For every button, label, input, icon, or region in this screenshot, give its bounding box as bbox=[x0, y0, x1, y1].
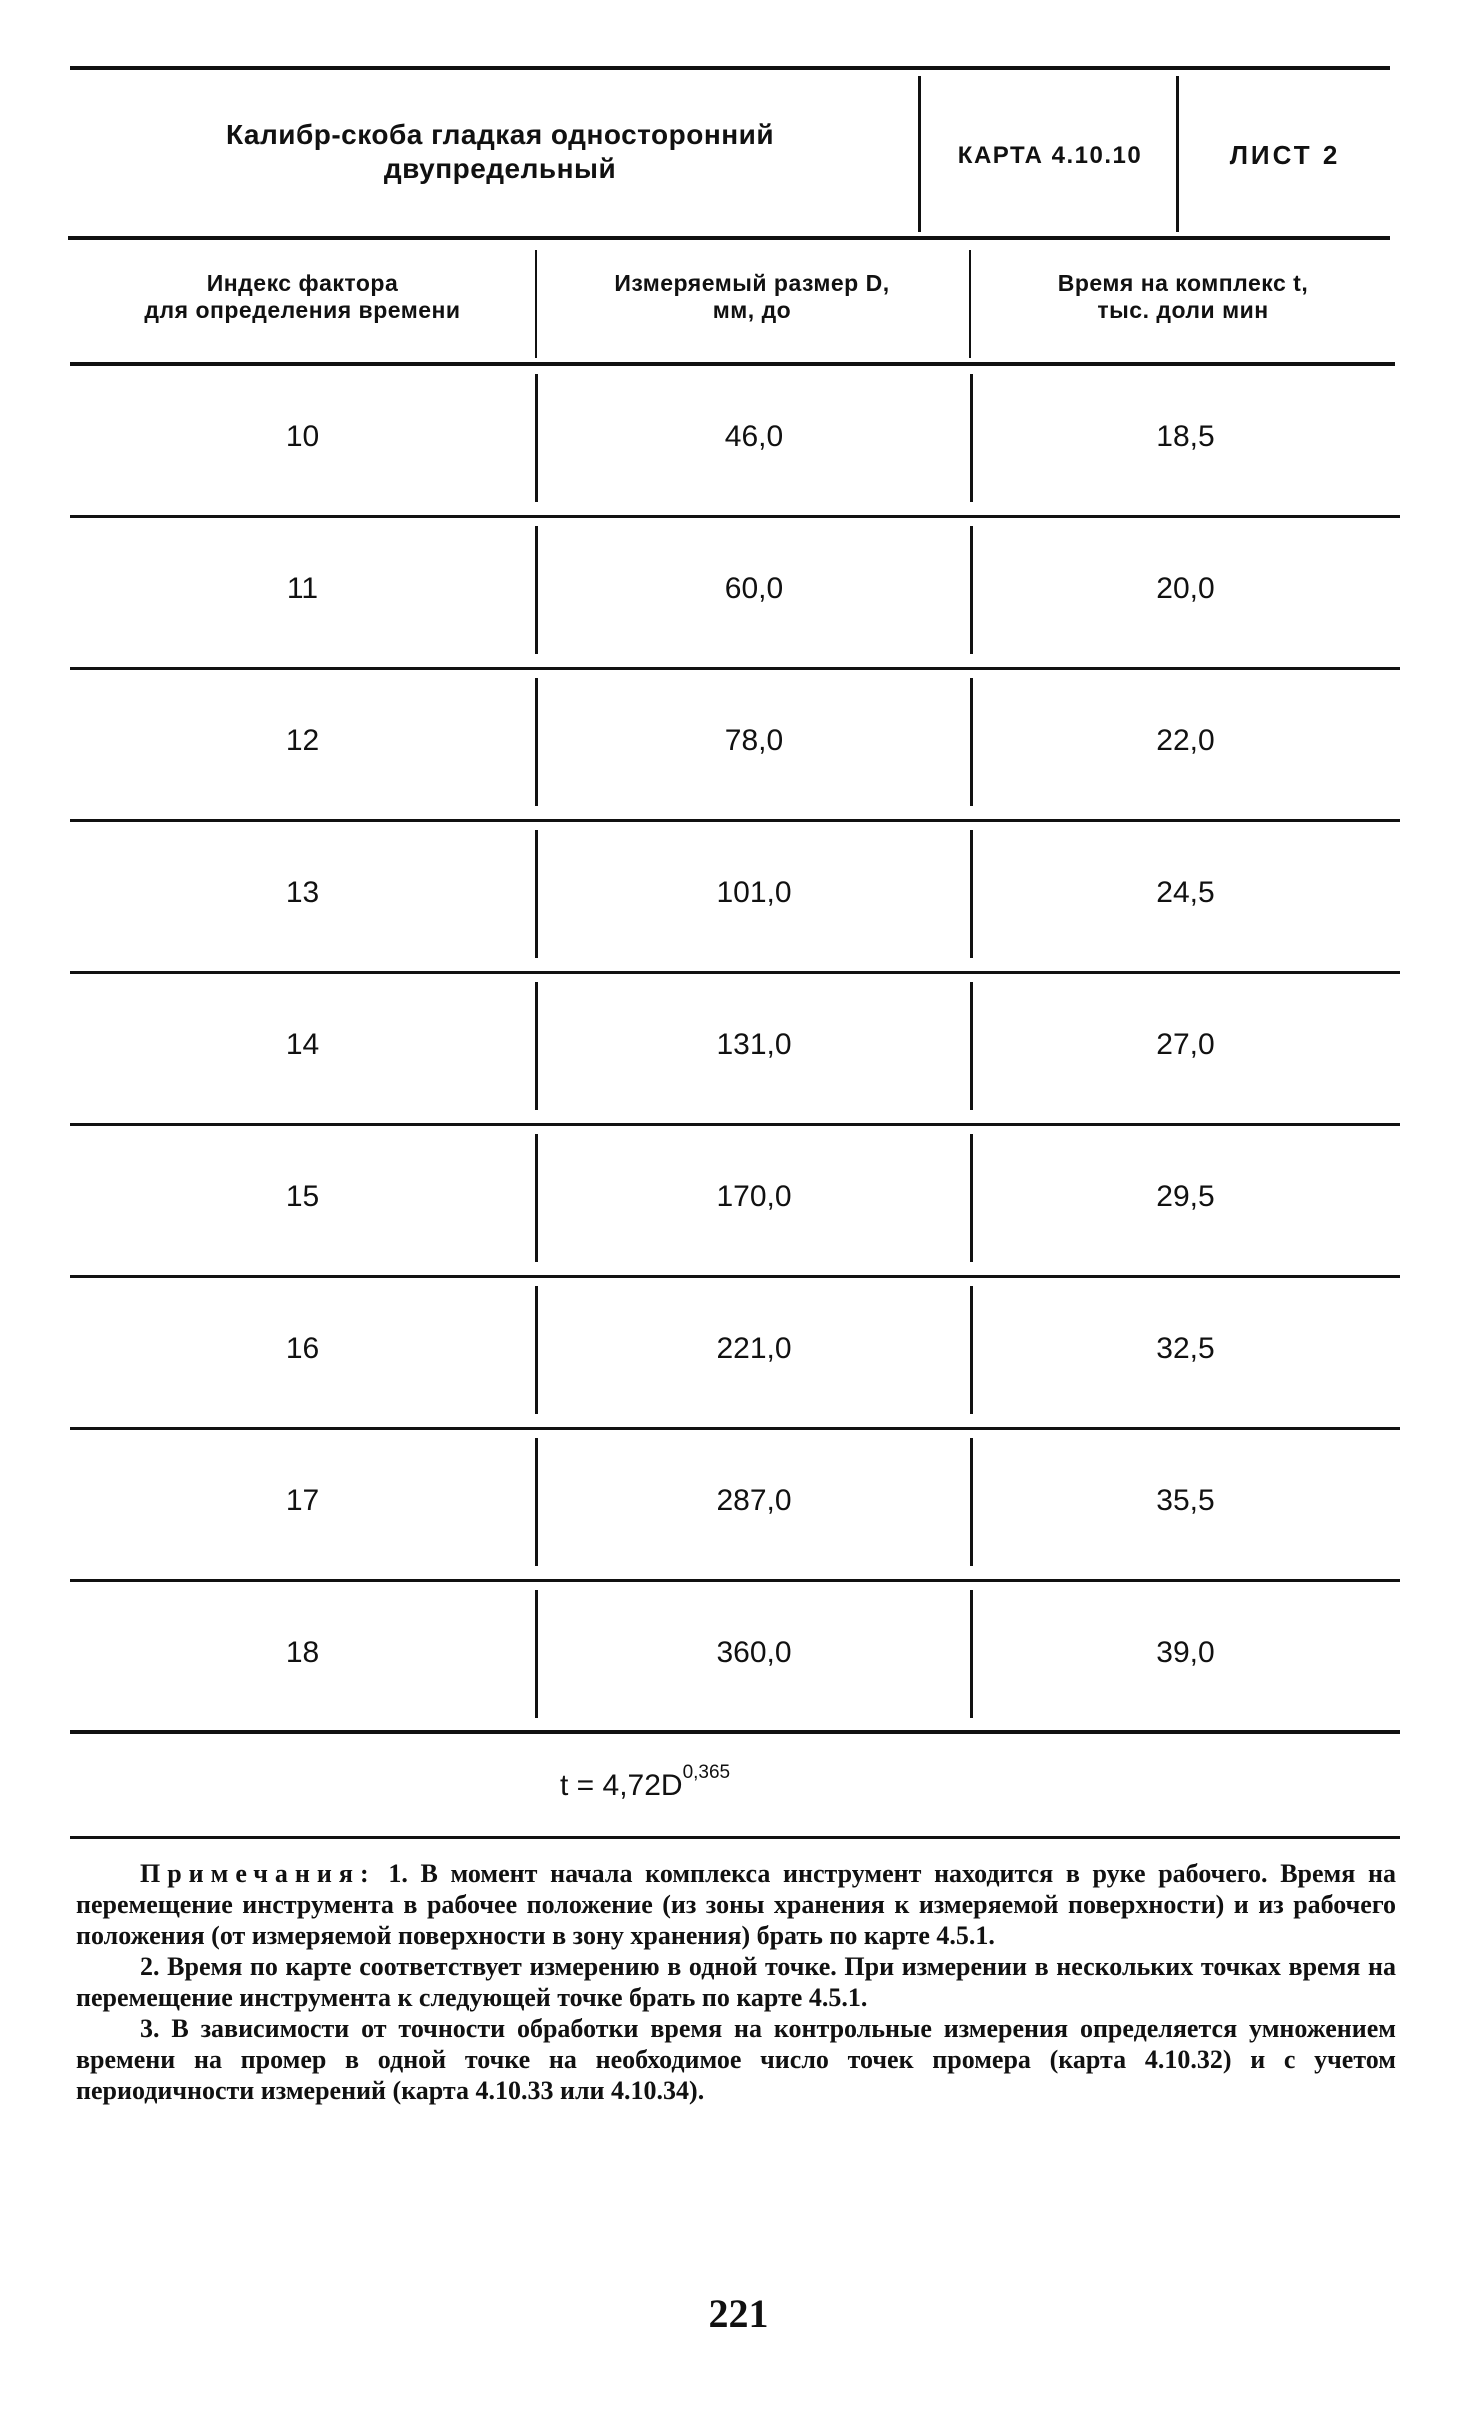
card-title-line2: двупредельный bbox=[383, 153, 617, 184]
table-row bbox=[70, 670, 1400, 822]
index-cell: 16 bbox=[285, 1332, 320, 1365]
index-cell: 12 bbox=[285, 724, 320, 757]
table-row bbox=[70, 1278, 1400, 1430]
column-header-time-line2: тыс. доли мин bbox=[1097, 297, 1269, 323]
notes-label: Примечания: bbox=[140, 1859, 376, 1888]
card-number: КАРТА 4.10.10 bbox=[957, 142, 1143, 169]
sheet-number: ЛИСТ 2 bbox=[1229, 140, 1341, 170]
size-cell: 101,0 bbox=[716, 876, 792, 909]
size-cell: 287,0 bbox=[716, 1484, 792, 1517]
page-number: 221 bbox=[708, 2291, 769, 2336]
time-cell: 29,5 bbox=[1156, 1180, 1215, 1213]
time-cell: 20,0 bbox=[1156, 572, 1215, 605]
index-cell: 10 bbox=[285, 420, 320, 453]
note-3: 3. В зависимости от точности обработки время на контрольные измерения определяется умножением времени на промер в одной точке на необходимое число точек промера (карта 4.10.32) и с учетом периодичности измерений (карта 4.10.33 или 4.10.34). bbox=[76, 2014, 1396, 2105]
notes-section bbox=[76, 1858, 1396, 2106]
column-header-size-line1: Измеряемый размер D, bbox=[614, 270, 890, 296]
time-cell: 32,5 bbox=[1156, 1332, 1215, 1365]
regression-formula bbox=[560, 1762, 731, 1803]
index-cell: 18 bbox=[285, 1636, 320, 1669]
column-header-index bbox=[70, 270, 535, 324]
header-top-rule bbox=[70, 66, 1390, 70]
table-row bbox=[70, 518, 1400, 670]
time-cell: 18,5 bbox=[1156, 420, 1215, 453]
size-cell: 46,0 bbox=[724, 420, 784, 453]
column-header-time bbox=[971, 270, 1395, 324]
index-cell: 14 bbox=[285, 1028, 320, 1061]
formula-exponent: 0,365 bbox=[682, 1762, 731, 1783]
time-cell: 27,0 bbox=[1156, 1028, 1215, 1061]
table-row bbox=[70, 1430, 1400, 1582]
size-cell: 221,0 bbox=[716, 1332, 792, 1365]
formula-base: t = 4,72D bbox=[560, 1769, 683, 1802]
size-cell: 60,0 bbox=[724, 572, 784, 605]
time-cell: 39,0 bbox=[1156, 1636, 1215, 1669]
time-cell: 24,5 bbox=[1156, 876, 1215, 909]
header-divider-2 bbox=[1176, 76, 1179, 232]
size-cell: 170,0 bbox=[716, 1180, 792, 1213]
table-row bbox=[70, 1126, 1400, 1278]
formula-rule bbox=[70, 1836, 1400, 1839]
table-row bbox=[70, 366, 1400, 518]
column-header-time-line1: Время на комплекс t, bbox=[1057, 270, 1309, 296]
note-1 bbox=[76, 1858, 1396, 1951]
row-rule bbox=[70, 1730, 1400, 1734]
column-header-size-line2: мм, до bbox=[712, 297, 792, 323]
header-bottom-rule bbox=[68, 236, 1390, 240]
header-divider-1 bbox=[918, 76, 921, 232]
index-cell: 17 bbox=[285, 1484, 320, 1517]
card-title bbox=[110, 118, 890, 186]
time-cell: 35,5 bbox=[1156, 1484, 1215, 1517]
index-cell: 13 bbox=[285, 876, 320, 909]
size-cell: 360,0 bbox=[716, 1636, 792, 1669]
index-cell: 15 bbox=[285, 1180, 320, 1213]
table-row bbox=[70, 1582, 1400, 1734]
index-cell: 11 bbox=[286, 572, 319, 605]
column-header-index-line2: для определения времени bbox=[144, 297, 461, 323]
table-row bbox=[70, 822, 1400, 974]
time-cell: 22,0 bbox=[1156, 724, 1215, 757]
card-title-line1: Калибр-скоба гладкая односторонний bbox=[225, 119, 775, 150]
column-header-size bbox=[537, 270, 967, 324]
size-cell: 78,0 bbox=[724, 724, 784, 757]
size-cell: 131,0 bbox=[716, 1028, 792, 1061]
column-header-index-line1: Индекс фактора bbox=[206, 270, 399, 296]
note-1-text: 1. В момент начала комплекса инструмент находится в руке рабочего. Время на перемещение инструмента в рабочее положение (из зоны хранения к измеряемой поверхности) и из рабочего положения (от измеряемой поверхности в зону хранения) брать по карте 4.5.1. bbox=[76, 1859, 1397, 1950]
table-row bbox=[70, 974, 1400, 1126]
note-2: 2. Время по карте соответствует измерению в одной точке. При измерении в нескольких точках время на перемещение инструмента к следующей точке брать по карте 4.5.1. bbox=[76, 1952, 1396, 2012]
